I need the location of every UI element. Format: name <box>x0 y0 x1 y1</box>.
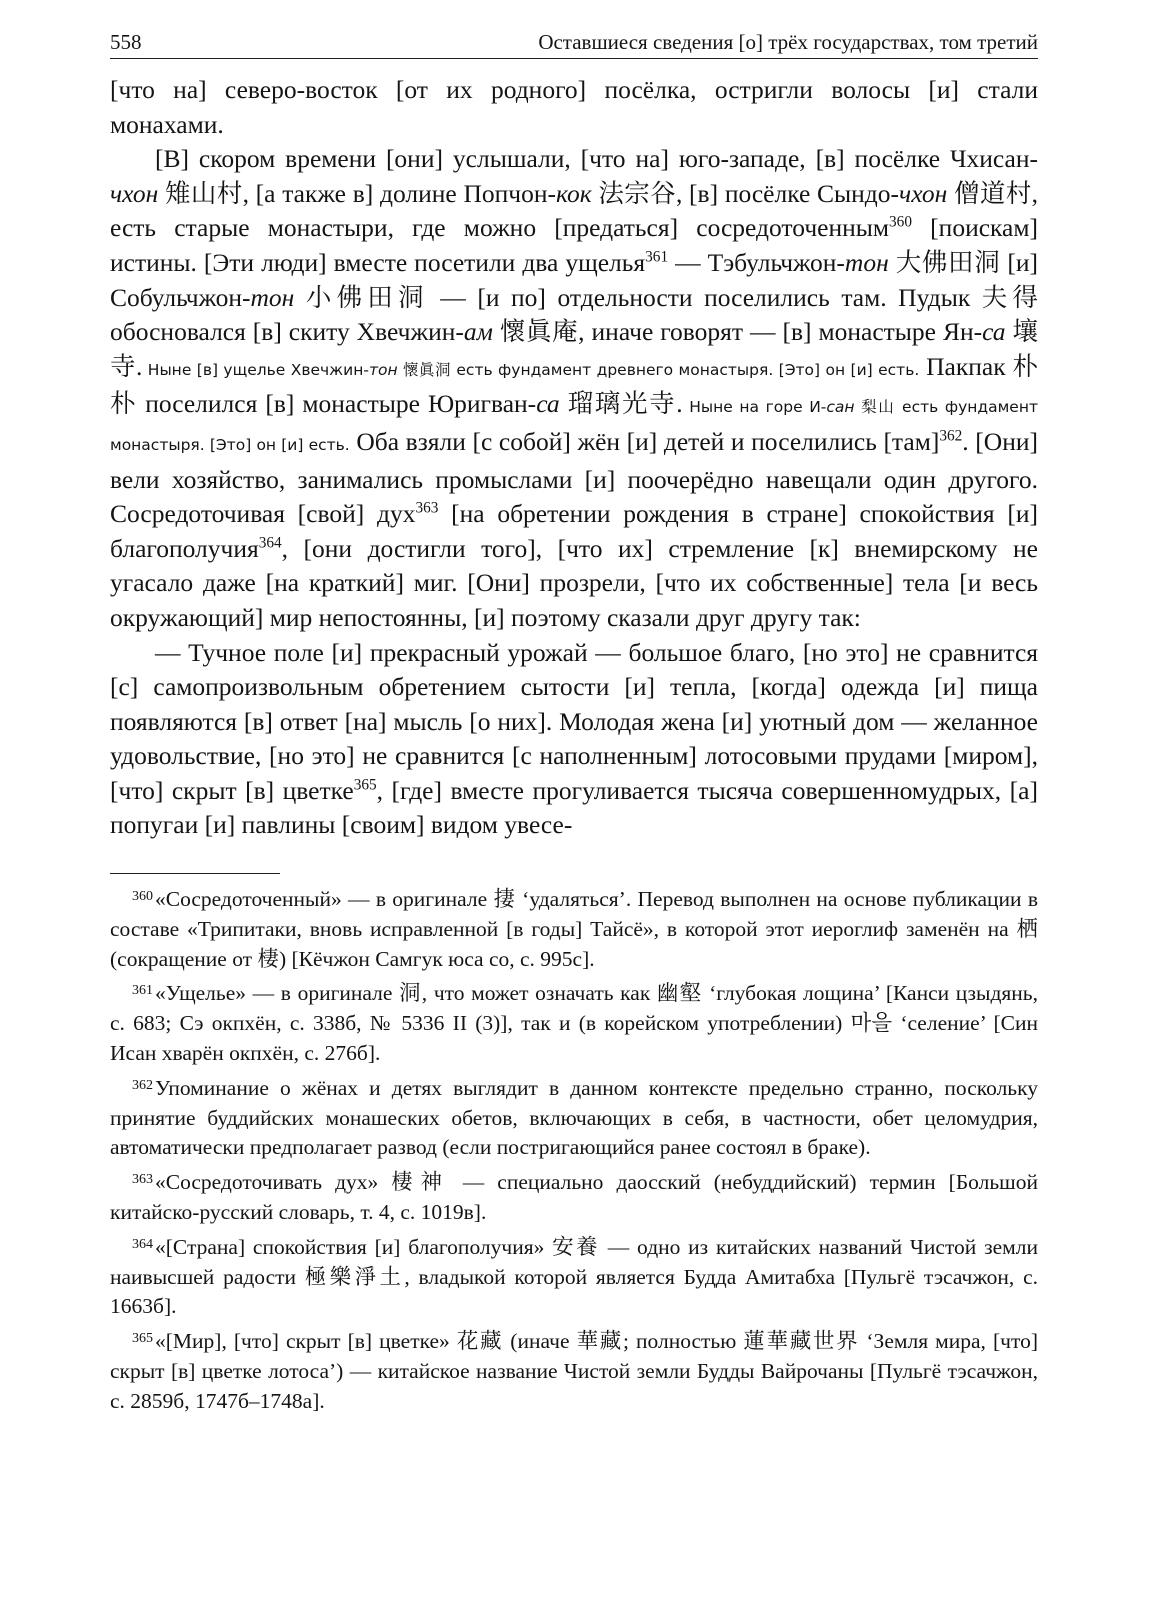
page-number: 558 <box>110 30 142 54</box>
footnote-text: «Сосредоточивать дух» 棲神 — специально даосский (небуддийский) термин [Большой китайско-русский словарь, т. 4, с. 1019в]. <box>110 1170 1038 1225</box>
footnote-number: 364 <box>132 1236 153 1252</box>
footnote-number: 363 <box>132 1172 153 1188</box>
paragraph-1: [что на] северо-восток [от их родного] посёлка, остригли волосы [и] стали монахами. <box>110 75 1038 139</box>
footnote-360 <box>110 882 1038 974</box>
footnote-number: 360 <box>132 889 153 905</box>
footnote-divider <box>110 873 280 874</box>
inline-note-1: Ныне [в] ущелье Хвечжин-тон 懷眞洞 есть фундамент древнего монастыря. [Это] он [и] есть. <box>142 360 920 379</box>
footnote-text: «Ущелье» — в оригинале 洞, что может означать как 幽壑 ‘глубокая лощина’ [Канси цзыдянь, с. 683; Сэ окпхён, с. 338б, № 5336 II (3)], так и (в корейском употреблении) 마을 ‘селение’ [Син Исан хварён окпхён, с. 276б]. <box>110 981 1038 1066</box>
footnote-number: 361 <box>132 983 153 999</box>
paragraph-3: — Тучное поле [и] прекрасный урожай — большое благо, [но это] не сравнится [с] самопроизвольным обретением сытости [и] тепла, [когда] одежда [и] пища появляются [в] ответ [на] мысль [о них]. Молодая жена [и] уютный дом — желанное удовольствие, [но это] не сравнится [с наполненным] лотосовыми прудами [миром], [что] скрыт [в] цветке$^{365}$, [где] вместе прогуливается тысяча совершенномудрых, [а] попугаи [и] павлины [своим] видом увесе- <box>110 637 1038 840</box>
inline-note-2: Ныне на горе И-сан 梨山 есть фундамент монастыря. [Это] он [и] есть. <box>110 398 1039 454</box>
footnote-ref-364[interactable]: 364 <box>258 534 282 552</box>
footnote-ref-365[interactable]: 365 <box>353 776 377 794</box>
footnote-text: «[Страна] спокойствия [и] благополучия» 安養 — одно из китайских названий Чистой земли наивысшей радости 極樂淨土, владыкой которой является Будда Амитабха [Пульгё тэсачжон, с. 1663б]. <box>110 1234 1038 1319</box>
page <box>110 30 1038 1419</box>
footnote-ref-360[interactable]: 360 <box>889 213 912 231</box>
footnote-ref-363[interactable]: 363 <box>415 499 439 517</box>
main-text <box>110 73 1038 843</box>
footnote-ref-361[interactable]: 361 <box>645 248 669 266</box>
running-header <box>110 30 1038 59</box>
footnotes <box>110 882 1038 1417</box>
footnote-text: «Сосредоточенный» — в оригинале 捿 ‘удаляться’. Перевод выполнен на основе публикации в составе «Трипитаки, вновь исправленной [в годы] Тайсё», в которой этот иероглиф заменён на 栖 (сокращение от 棲) [Кёчжон Самгук юса со, с. 995с]. <box>110 887 1038 971</box>
footnote-365 <box>110 1324 1038 1416</box>
footnote-text: Упоминание о жёнах и детях выглядит в данном контексте предельно странно, поскольку принятие буддийских монашеских обетов, включающих в себя, в частности, обет целомудрия, автоматически предполагает развод (если постригающийся ранее состоял в браке). <box>110 1075 1038 1160</box>
footnote-ref-362[interactable]: 362 <box>939 427 963 445</box>
footnote-text: «[Мир], [что] скрыт [в] цветке» 花藏 (иначе 華藏; полностью 蓮華藏世界 ‘Земля мира, [что] скрыт [в] цветке лотоса’) — китайское название Чистой земли Будды Вайрочаны [Пульгё тэсачжон, с. 2859б, 1747б–1748а]. <box>110 1329 1038 1413</box>
paragraph-2: [В] скором времени [они] услышали, [что на] юго-западе, [в] посёлке Чхисан-чхон 雉山村, [а также в] долине Попчон-кок 法宗谷, [в] посёлке Сындо-чхон 僧道村, есть старые монастыри, где можно [предаться] сосредоточенным$^{360}$ [поискам] истины. [Эти люди] вместе посетили два ущелья$^{361}$ — Тэбульчжон-тон 大佛田洞 [и] Собульчжон-тон 小佛田洞 — [и по] отдельности поселились там. Пудык 夫得 обосновался [в] скиту Хвечжин-ам 懷眞庵, иначе говорят — [в] монастыре Ян-са 壤寺. Ныне [в] ущелье Хвечжин-тон 懷眞洞 есть фундамент древнего монастыря. [Это] он [и] есть. Пакпак 朴朴 поселился [в] монастыре Юригван-са 瑠璃光寺. Ныне на горе И-сан 梨山 есть фундамент монастыря. [Это] он [и] есть. Оба взяли [с собой] жён [и] детей и поселились [там]$^{362}$. [Они] вели хозяйство, занимались промыслами [и] поочерёдно навещали один другого. Сосредоточивая [свой] дух$^{363}$ [на обретении рождения в стране] спокойствия [и] благополучия$^{364}$, [они достигли того], [что их] стремление [к] внемирскому не угасало даже [на краткий] миг. [Они] прозрели, [что их собственные] тела [и весь окружающий] мир непостоянны, [и] поэтому сказали друг другу так: <box>110 144 1039 632</box>
footnote-361 <box>110 976 1038 1068</box>
footnote-363 <box>110 1165 1038 1228</box>
footnote-number: 365 <box>132 1331 153 1347</box>
footnote-364 <box>110 1230 1038 1322</box>
running-title: Оставшиеся сведения [о] трёх государствах, том третий <box>538 30 1038 54</box>
footnote-number: 362 <box>132 1077 153 1093</box>
footnote-362 <box>110 1071 1038 1163</box>
